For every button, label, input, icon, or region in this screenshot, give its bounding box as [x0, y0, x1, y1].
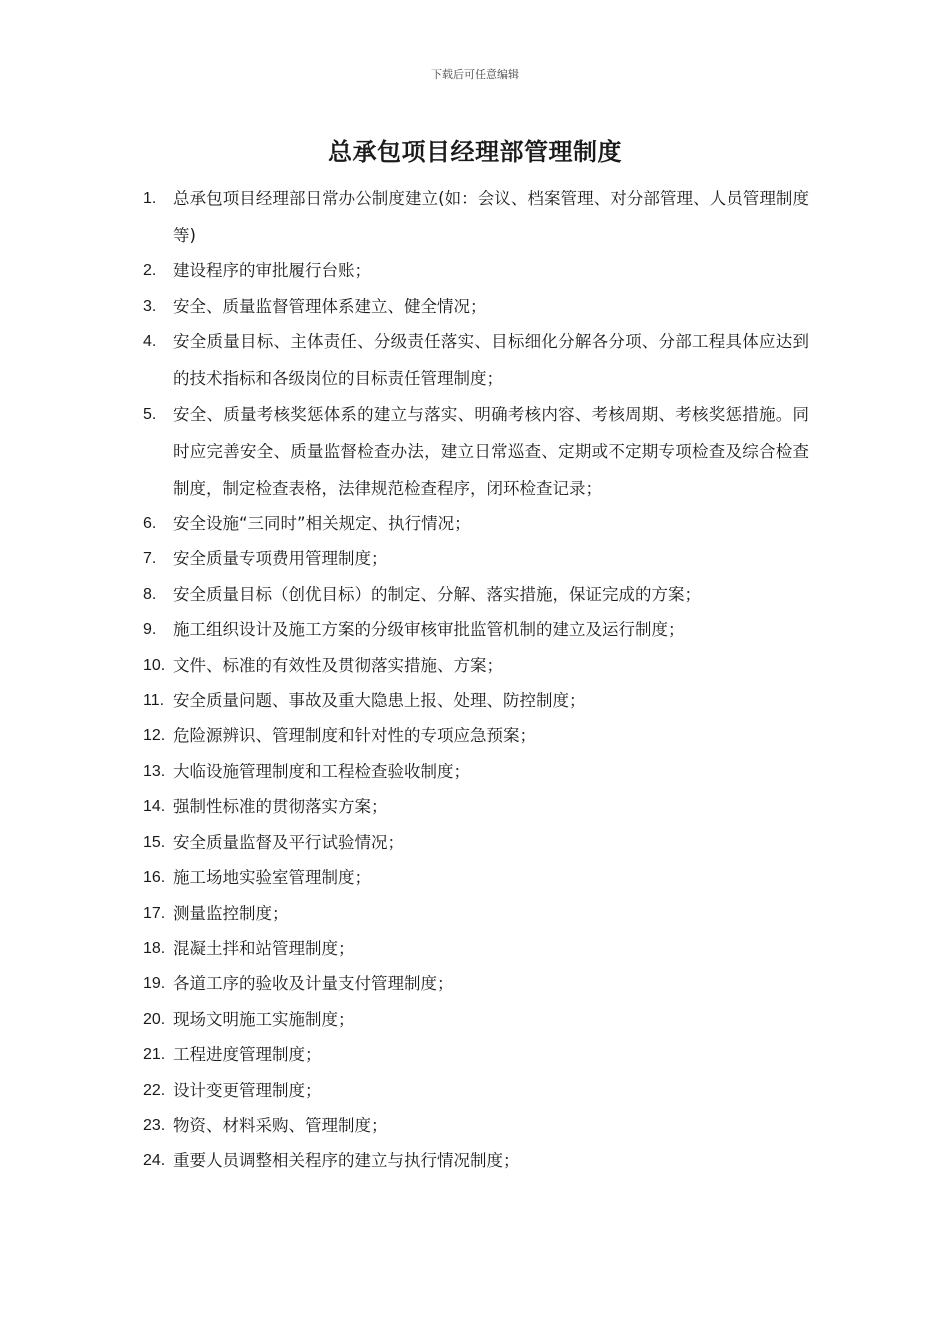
- list-item: [143, 824, 809, 861]
- list-item-text: 文件、标准的有效性及贯彻落实措施、方案；: [173, 655, 503, 675]
- list-item-number: 2.: [143, 262, 157, 280]
- list-item-text: 总承包项目经理部日常办公制度建立(如：会议、档案管理、对分部管理、人员管理制度等): [173, 189, 809, 245]
- list-item-text: 物资、材料采购、管理制度；: [173, 1115, 388, 1135]
- list-item: [143, 1001, 809, 1038]
- list-item-number: 3.: [143, 297, 157, 315]
- list-item-text: 安全设施“三同时”相关规定、执行情况；: [173, 514, 471, 534]
- list-item-number: 21.: [143, 1046, 166, 1064]
- list-item-text: 安全质量问题、事故及重大隐患上报、处理、防控制度；: [173, 691, 586, 711]
- list-item-text: 现场文明施工实施制度；: [173, 1009, 355, 1029]
- list-item: [143, 717, 809, 754]
- list-item-number: 12.: [143, 727, 166, 745]
- list-item-text: 安全质量目标、主体责任、分级责任落实、目标细化分解各分项、分部工程具体应达到的技术指标和各级岗位的目标责任管理制度；: [173, 332, 809, 389]
- list-item-number: 23.: [143, 1116, 166, 1134]
- list-item: [143, 396, 809, 507]
- list-item: [143, 859, 809, 896]
- list-item: [143, 540, 809, 577]
- list-item-number: 17.: [143, 904, 166, 922]
- list-item: [143, 180, 809, 254]
- list-item: [143, 1072, 809, 1109]
- list-item-number: 24.: [143, 1152, 166, 1170]
- list-item: [143, 252, 809, 289]
- list-item-text: 施工场地实验室管理制度；: [173, 868, 371, 888]
- list-item-number: 10.: [143, 656, 166, 674]
- list-item-text: 混凝土拌和站管理制度；: [173, 938, 355, 958]
- list-item-number: 7.: [143, 550, 157, 568]
- list-item-number: 9.: [143, 621, 157, 639]
- list-item: [143, 1036, 809, 1073]
- list-item: [143, 647, 809, 684]
- list-item: [143, 930, 809, 967]
- list-item-number: 18.: [143, 939, 166, 957]
- list-item-number: 13.: [143, 762, 166, 780]
- list-item-text: 各道工序的验收及计量支付管理制度；: [173, 974, 454, 994]
- list-item-number: 15.: [143, 833, 166, 851]
- list-item-number: 11.: [143, 692, 165, 710]
- list-item-number: 16.: [143, 869, 166, 887]
- list-item-number: 14.: [143, 798, 166, 816]
- list-item-text: 安全、质量监督管理体系建立、健全情况；: [173, 296, 487, 316]
- list-item-text: 工程进度管理制度；: [173, 1045, 322, 1065]
- list-item-number: 5.: [143, 405, 157, 423]
- document-title: 总承包项目经理部管理制度: [328, 138, 622, 166]
- list-item-number: 1.: [143, 190, 157, 207]
- list-item: [143, 505, 809, 542]
- list-item-number: 8.: [143, 585, 157, 603]
- list-item-text: 强制性标准的贯彻落实方案；: [173, 797, 388, 817]
- list-item-number: 4.: [143, 333, 157, 351]
- list-item-text: 安全质量监督及平行试验情况；: [173, 832, 404, 852]
- list-item-text: 建设程序的审批履行台账；: [173, 261, 371, 281]
- list-item: [143, 576, 809, 613]
- list-item: [143, 323, 809, 397]
- list-item-text: 大临设施管理制度和工程检查验收制度；: [173, 761, 470, 781]
- list-item: [143, 753, 809, 790]
- list-item: [143, 965, 809, 1002]
- header-note: 下载后可任意编辑: [431, 68, 519, 81]
- list-item-text: 施工组织设计及施工方案的分级审核审批监管机制的建立及运行制度；: [173, 620, 685, 640]
- list-item-number: 6.: [143, 515, 157, 533]
- list-item-text: 危险源辨识、管理制度和针对性的专项应急预案；: [173, 726, 536, 746]
- list-item: [143, 895, 809, 932]
- list-item: [143, 1142, 809, 1179]
- list-item-text: 安全质量专项费用管理制度；: [173, 549, 388, 569]
- regulation-list: [143, 180, 809, 1178]
- list-item-text: 安全质量目标（创优目标）的制定、分解、落实措施，保证完成的方案；: [173, 584, 701, 604]
- list-item: [143, 1107, 809, 1144]
- list-item-text: 安全、质量考核奖惩体系的建立与落实、明确考核内容、考核周期、考核奖惩措施。同时应完善安全、质量监督检查办法，建立日常巡查、定期或不定期专项检查及综合检查制度，制定检查表格，法律规范检查程序，闭环检查记录；: [173, 404, 809, 498]
- list-item: [143, 788, 809, 825]
- list-item: [143, 611, 809, 648]
- list-item-number: 20.: [143, 1010, 166, 1028]
- list-item-text: 重要人员调整相关程序的建立与执行情况制度；: [173, 1151, 520, 1171]
- list-item: [143, 288, 809, 325]
- list-item-text: 设计变更管理制度；: [173, 1080, 322, 1100]
- list-item-number: 19.: [143, 975, 166, 993]
- list-item: [143, 682, 809, 719]
- list-item-number: 22.: [143, 1081, 166, 1099]
- list-item-text: 测量监控制度；: [173, 903, 289, 923]
